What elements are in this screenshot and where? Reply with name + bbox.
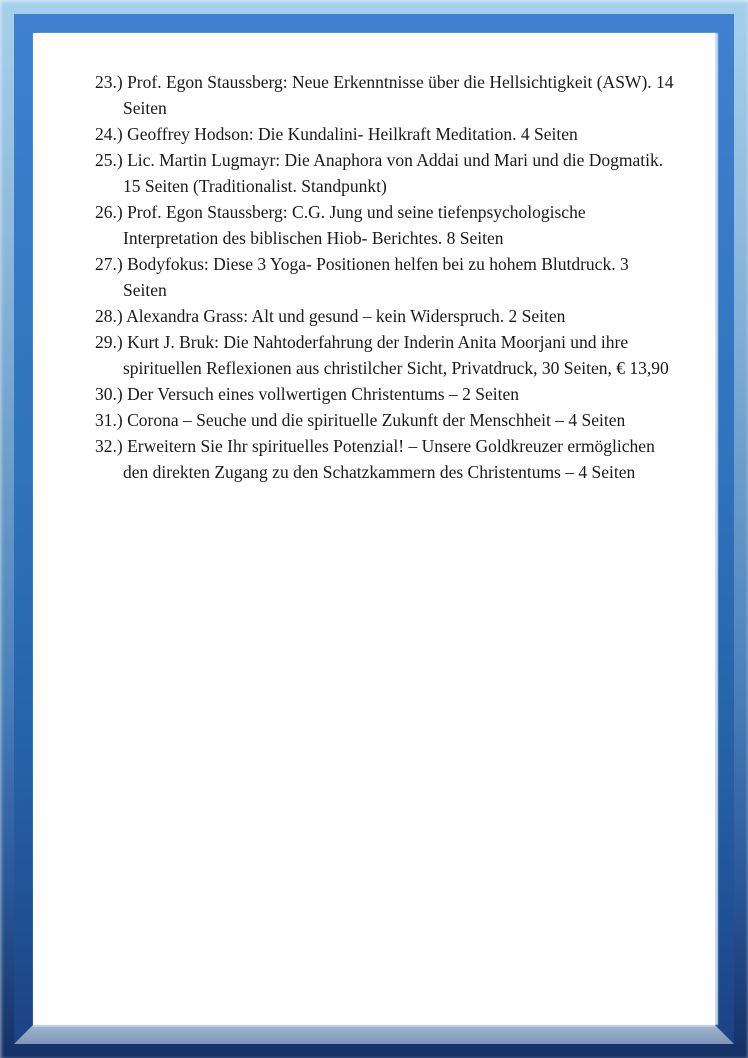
list-item-text: Alexandra Grass: Alt und gesund – kein Widerspruch. 2 Seiten bbox=[122, 306, 566, 326]
list-item bbox=[95, 407, 697, 433]
list-item-first-line bbox=[95, 199, 697, 225]
list-item-number: 31.) bbox=[95, 410, 123, 430]
list-item bbox=[95, 121, 697, 147]
document-page bbox=[33, 33, 715, 1025]
list-item bbox=[95, 329, 697, 381]
list-item-first-line bbox=[95, 433, 697, 459]
list-item-number: 32.) bbox=[95, 436, 123, 456]
list-item-continuation-line: spirituellen Reflexionen aus christilcher Sicht, Privatdruck, 30 Seiten, € 13,90 bbox=[123, 358, 669, 378]
list-item-number: 30.) bbox=[95, 384, 123, 404]
list-item-text: Der Versuch eines vollwertigen Christentums – 2 Seiten bbox=[122, 384, 519, 404]
list-item bbox=[95, 433, 697, 485]
list-item-text: Prof. Egon Staussberg: Neue Erkenntnisse über die Hellsichtigkeit (ASW). 14 bbox=[122, 72, 674, 92]
list-item-continuation-line: 15 Seiten (Traditionalist. Standpunkt) bbox=[123, 176, 387, 196]
list-item bbox=[95, 69, 697, 121]
list-item-number: 29.) bbox=[95, 332, 123, 352]
list-item-text: Bodyfokus: Diese 3 Yoga- Positionen helfen bei zu hohem Blutdruck. 3 bbox=[122, 254, 629, 274]
list-item bbox=[95, 251, 697, 303]
list-item-text: Geoffrey Hodson: Die Kundalini- Heilkraft Meditation. 4 Seiten bbox=[122, 124, 578, 144]
list-item-first-line bbox=[95, 381, 697, 407]
list-item-text: Kurt J. Bruk: Die Nahtoderfahrung der Inderin Anita Moorjani und ihre bbox=[122, 332, 629, 352]
list-item-continuation-line: Seiten bbox=[123, 98, 167, 118]
page-content bbox=[33, 33, 715, 485]
list-item-first-line bbox=[95, 251, 697, 277]
list-item-continuation-line: Seiten bbox=[123, 280, 167, 300]
list-item-number: 26.) bbox=[95, 202, 123, 222]
list-item-first-line bbox=[95, 303, 697, 329]
article-list bbox=[95, 69, 697, 485]
list-item bbox=[95, 303, 697, 329]
list-item-number: 28.) bbox=[95, 306, 123, 326]
list-item-continuation-line: den direkten Zugang zu den Schatzkammern des Christentums – 4 Seiten bbox=[123, 462, 636, 482]
list-item-number: 27.) bbox=[95, 254, 123, 274]
list-item bbox=[95, 199, 697, 251]
list-item-text: Erweitern Sie Ihr spirituelles Potenzial! – Unsere Goldkreuzer ermöglichen bbox=[122, 436, 655, 456]
list-item bbox=[95, 147, 697, 199]
list-item bbox=[95, 381, 697, 407]
list-item-first-line bbox=[95, 147, 697, 173]
list-item-first-line bbox=[95, 121, 697, 147]
list-item-continuation-line: Interpretation des biblischen Hiob- Berichtes. 8 Seiten bbox=[123, 228, 504, 248]
list-item-text: Lic. Martin Lugmayr: Die Anaphora von Addai und Mari und die Dogmatik. bbox=[122, 150, 664, 170]
list-item-number: 24.) bbox=[95, 124, 123, 144]
list-item-number: 25.) bbox=[95, 150, 123, 170]
list-item-first-line bbox=[95, 407, 697, 433]
list-item-first-line bbox=[95, 329, 697, 355]
list-item-number: 23.) bbox=[95, 72, 123, 92]
list-item-text: Prof. Egon Staussberg: C.G. Jung und seine tiefenpsychologische bbox=[122, 202, 586, 222]
list-item-text: Corona – Seuche und die spirituelle Zukunft der Menschheit – 4 Seiten bbox=[122, 410, 626, 430]
list-item-first-line bbox=[95, 69, 697, 95]
inner-frame-bevel bbox=[14, 14, 734, 1044]
